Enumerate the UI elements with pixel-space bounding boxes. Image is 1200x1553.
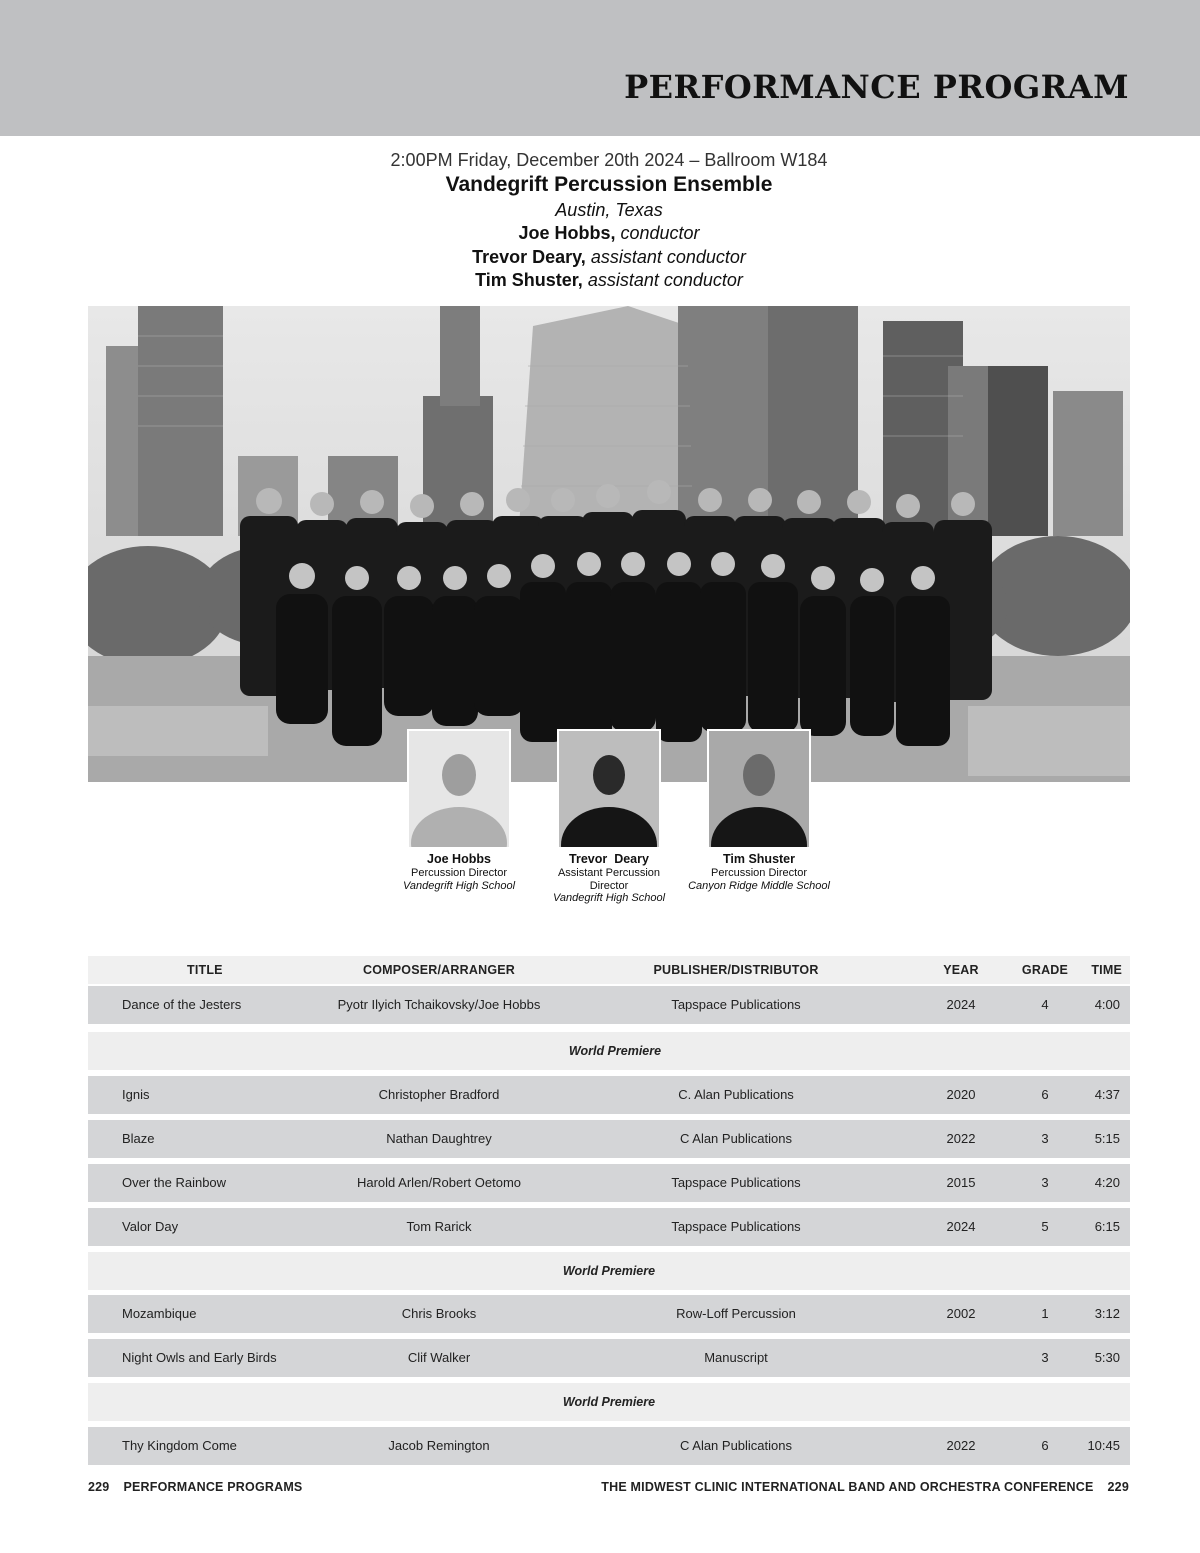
ensemble-group-photo [88, 306, 1130, 782]
conductor-role: conductor [620, 223, 700, 243]
cell-composer: Christopher Bradford [378, 1087, 500, 1102]
table-row [88, 1295, 1130, 1333]
page-number: 229 [88, 1480, 110, 1494]
cell-publisher: Manuscript [704, 1350, 768, 1365]
cell-time: 5:15 [1094, 1131, 1120, 1146]
staff-title: Assistant Percussion Director [557, 867, 661, 892]
cell-composer: Tom Rarick [406, 1219, 472, 1234]
cell-grade: 3 [1041, 1350, 1049, 1365]
cell-title: Valor Day [122, 1219, 179, 1234]
ensemble-location: Austin, Texas [555, 200, 663, 220]
staff-school: Vandegrift High School [402, 879, 516, 892]
assistant-conductor-line [0, 270, 1200, 291]
conductor-name: Tim Shuster, [475, 270, 583, 290]
staff-school: Vandegrift High School [552, 892, 666, 904]
cell-time: 6:15 [1094, 1219, 1120, 1234]
table-row [88, 986, 1130, 1024]
cell-composer: Nathan Daughtrey [386, 1131, 492, 1146]
cell-grade: 5 [1041, 1219, 1049, 1234]
header-time: TIME [1091, 963, 1122, 977]
cell-publisher: Tapspace Publications [671, 1175, 801, 1190]
staff-school: Canyon Ridge Middle School [688, 879, 830, 892]
cell-year: 2024 [946, 997, 976, 1012]
staff-name: Trevor Deary [569, 852, 649, 866]
table-header [88, 956, 1130, 984]
header-title: TITLE [187, 963, 223, 977]
headshot-tim-shuster [707, 729, 811, 849]
cell-title: Dance of the Jesters [122, 997, 242, 1012]
cell-time: 4:20 [1094, 1175, 1120, 1190]
premiere-row [88, 1252, 1130, 1290]
staff-title: Percussion Director [411, 867, 507, 879]
assistant-conductor-line [0, 247, 1200, 268]
cell-publisher: C Alan Publications [679, 1438, 792, 1453]
premiere-row [88, 1383, 1130, 1421]
conductor-role: assistant conductor [587, 270, 743, 290]
cell-publisher: C. Alan Publications [678, 1087, 794, 1102]
conductor-line [0, 223, 1200, 244]
premiere-label: World Premiere [562, 1395, 656, 1409]
cell-year: 2022 [946, 1438, 976, 1453]
cell-publisher: Row-Loff Percussion [676, 1306, 796, 1321]
cell-year: 2015 [946, 1175, 976, 1190]
cell-publisher: Tapspace Publications [671, 1219, 801, 1234]
cell-composer: Clif Walker [407, 1350, 471, 1365]
concert-datetime-location: 2:00PM Friday, December 20th 2024 – Ballroom W184 [390, 150, 828, 170]
staff-caption [679, 852, 839, 892]
cell-year: 2002 [946, 1306, 976, 1321]
cell-year: 2022 [946, 1131, 976, 1146]
header-year: YEAR [943, 963, 979, 977]
premiere-label: World Premiere [562, 1264, 656, 1278]
cell-grade: 6 [1041, 1087, 1049, 1102]
cell-grade: 6 [1041, 1438, 1049, 1453]
cell-year: 2020 [946, 1087, 976, 1102]
cell-grade: 1 [1041, 1306, 1049, 1321]
cell-time: 4:00 [1094, 997, 1120, 1012]
table-row [88, 1427, 1130, 1465]
cell-time: 4:37 [1094, 1087, 1120, 1102]
cell-time: 5:30 [1094, 1350, 1120, 1365]
cell-grade: 3 [1041, 1175, 1049, 1190]
headshot-joe-hobbs [407, 729, 511, 849]
ensemble-name: Vandegrift Percussion Ensemble [445, 173, 773, 196]
footer-left [88, 1480, 302, 1494]
header-composer: COMPOSER/ARRANGER [362, 963, 516, 977]
cell-publisher: Tapspace Publications [671, 997, 801, 1012]
staff-title: Percussion Director [711, 867, 807, 879]
page-number: 229 [1107, 1480, 1129, 1494]
table-row [88, 1120, 1130, 1158]
cell-grade: 3 [1041, 1131, 1049, 1146]
cell-publisher: C Alan Publications [679, 1131, 792, 1146]
cell-title: Mozambique [122, 1306, 197, 1321]
footer-section-label: PERFORMANCE PROGRAMS [123, 1480, 303, 1494]
premiere-label: World Premiere [568, 1044, 662, 1058]
footer-right [601, 1480, 1129, 1494]
staff-caption [529, 852, 689, 905]
header-grade: GRADE [1021, 963, 1069, 977]
cell-title: Over the Rainbow [122, 1175, 227, 1190]
premiere-row [88, 1032, 1130, 1070]
cell-title: Night Owls and Early Birds [122, 1350, 277, 1365]
cell-time: 10:45 [1087, 1438, 1120, 1453]
header-publisher: PUBLISHER/DISTRIBUTOR [653, 963, 819, 977]
table-row [88, 1164, 1130, 1202]
cell-title: Blaze [122, 1131, 155, 1146]
table-row [88, 1208, 1130, 1246]
staff-name: Joe Hobbs [427, 852, 491, 866]
cell-title: Ignis [122, 1087, 150, 1102]
table-row [88, 1076, 1130, 1114]
cell-year: 2024 [946, 1219, 976, 1234]
cell-composer: Jacob Remington [388, 1438, 490, 1453]
table-row [88, 1339, 1130, 1377]
cell-composer: Chris Brooks [401, 1306, 477, 1321]
footer-conference-label: THE MIDWEST CLINIC INTERNATIONAL BAND AND ORCHESTRA CONFERENCE [601, 1480, 1094, 1494]
staff-caption [379, 852, 539, 892]
cell-time: 3:12 [1094, 1306, 1120, 1321]
page-title: PERFORMANCE PROGRAM [624, 68, 1129, 106]
staff-name: Tim Shuster [722, 852, 795, 866]
cell-grade: 4 [1041, 997, 1049, 1012]
conductor-name: Joe Hobbs, [518, 223, 616, 243]
cell-composer: Pyotr Ilyich Tchaikovsky/Joe Hobbs [337, 997, 541, 1012]
cell-composer: Harold Arlen/Robert Oetomo [356, 1175, 522, 1190]
conductor-name: Trevor Deary, [472, 247, 586, 267]
cell-title: Thy Kingdom Come [122, 1438, 237, 1453]
repertoire-table [88, 956, 1130, 1453]
headshot-trevor-deary [557, 729, 661, 849]
conductor-role: assistant conductor [590, 247, 746, 267]
